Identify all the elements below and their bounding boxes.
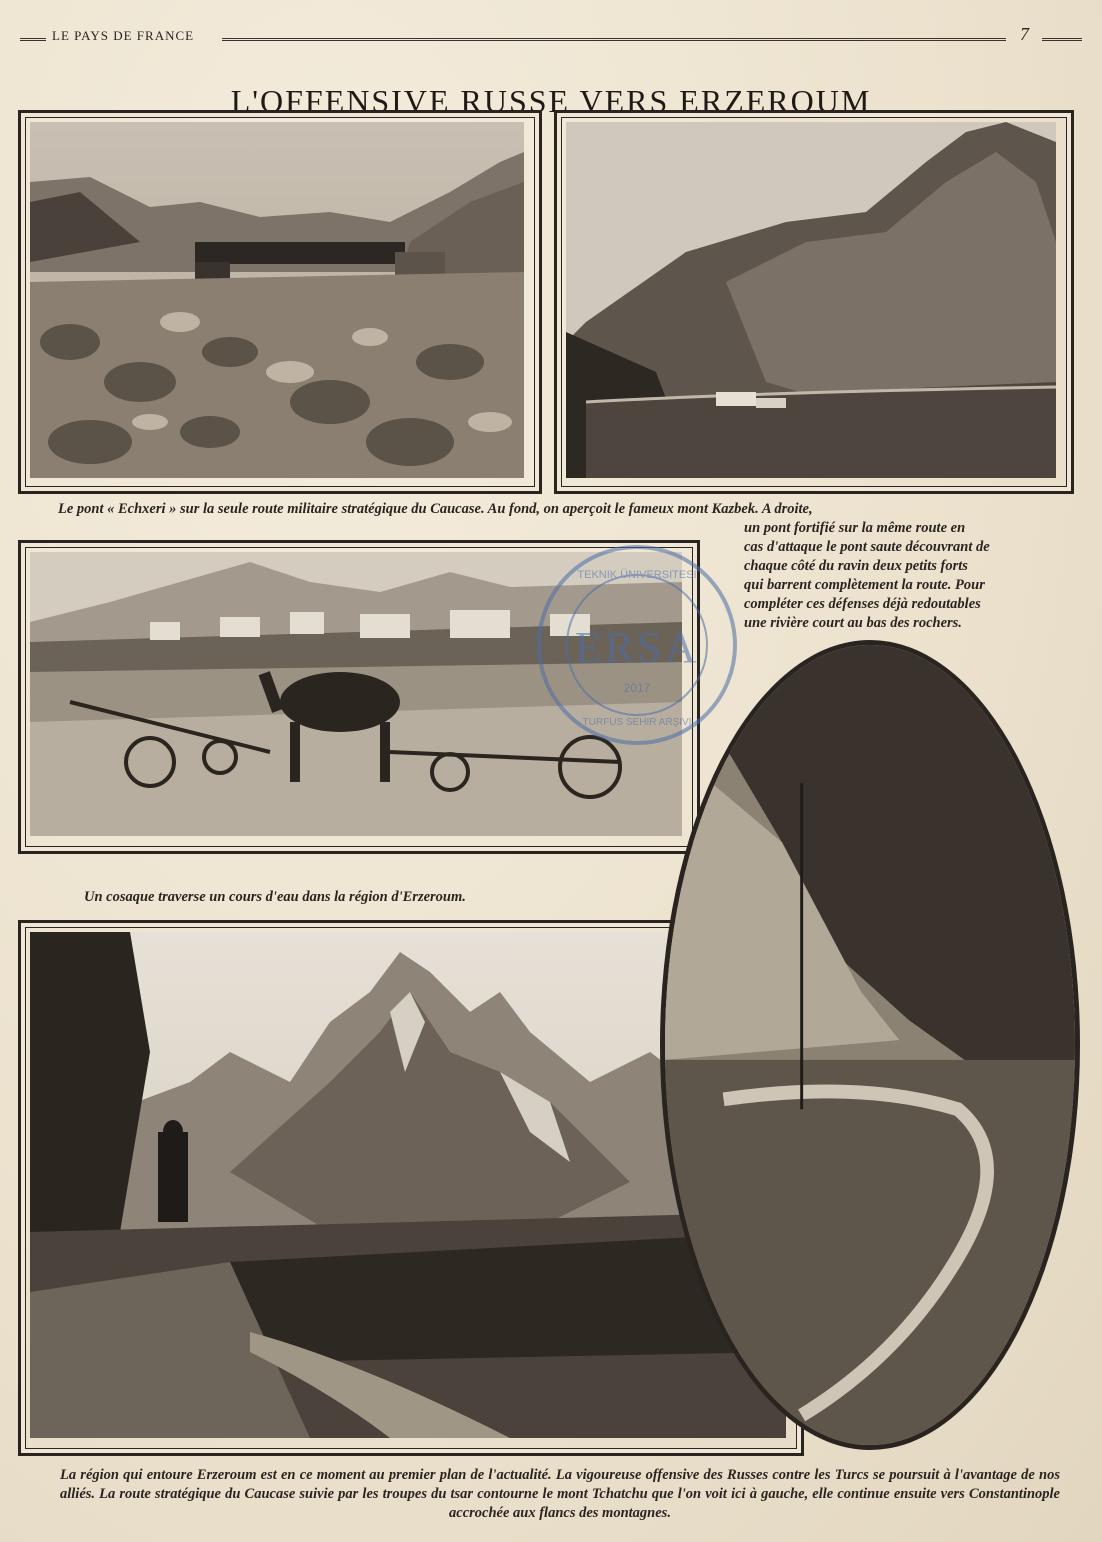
stamp-main-text: ERSA: [574, 623, 700, 672]
page-title: L'OFFENSIVE RUSSE VERS ERZEROUM: [230, 83, 872, 120]
publication-name: LE PAYS DE FRANCE: [52, 28, 195, 43]
photo-gorge: [566, 122, 1056, 478]
stamp-bottom-text: TURFUS SEHIR ARŞIVI: [582, 717, 692, 728]
header-rule-right: [222, 38, 1006, 41]
archive-stamp: [532, 540, 742, 750]
caption-bridge-line5: qui barrent complètement la route. Pour: [744, 577, 985, 593]
stamp-year: 2017: [623, 681, 651, 695]
header-rule-end: [1042, 38, 1082, 41]
header-rule-left: [20, 38, 46, 41]
photo-bridge: [30, 122, 524, 478]
caption-erzeroum-region: La région qui entoure Erzeroum est en ce moment au premier plan de l'actualité. La vigoureuse offensive des Russes contre les Turcs se poursuit à l'avantage de nos alliés. La route stratégique du Caucase suivie par les troupes du tsar contourne le mont Tchatchu que l'on voit ici à gauche, elle continue ensuite vers Constantinople accrochée aux flancs des montagnes.: [60, 1467, 1060, 1521]
page-number: 7: [1020, 24, 1030, 44]
caption-bridge-line7: une rivière court au bas des rochers.: [744, 615, 962, 631]
caption-bridge-line2: un pont fortifié sur la même route en: [744, 520, 966, 536]
caption-bridge-line4: chaque côté du ravin deux petits forts: [744, 558, 968, 574]
caption-bridge-line1: Le pont « Echxeri » sur la seule route militaire stratégique du Caucase. Au fond, on aperçoit le fameux mont Kazbek. A droite,: [58, 501, 813, 517]
caption-cossack: Un cosaque traverse un cours d'eau dans la région d'Erzeroum.: [84, 889, 466, 905]
caption-bridge-line3: cas d'attaque le pont saute découvrant de: [744, 539, 990, 555]
photo-mountain-road-oval: [660, 640, 1080, 1450]
caption-bridge-line6: compléter ces défenses déjà redoutables: [744, 596, 981, 612]
stamp-top-text: TEKNIK ÜNIVERSITESI: [577, 569, 697, 581]
